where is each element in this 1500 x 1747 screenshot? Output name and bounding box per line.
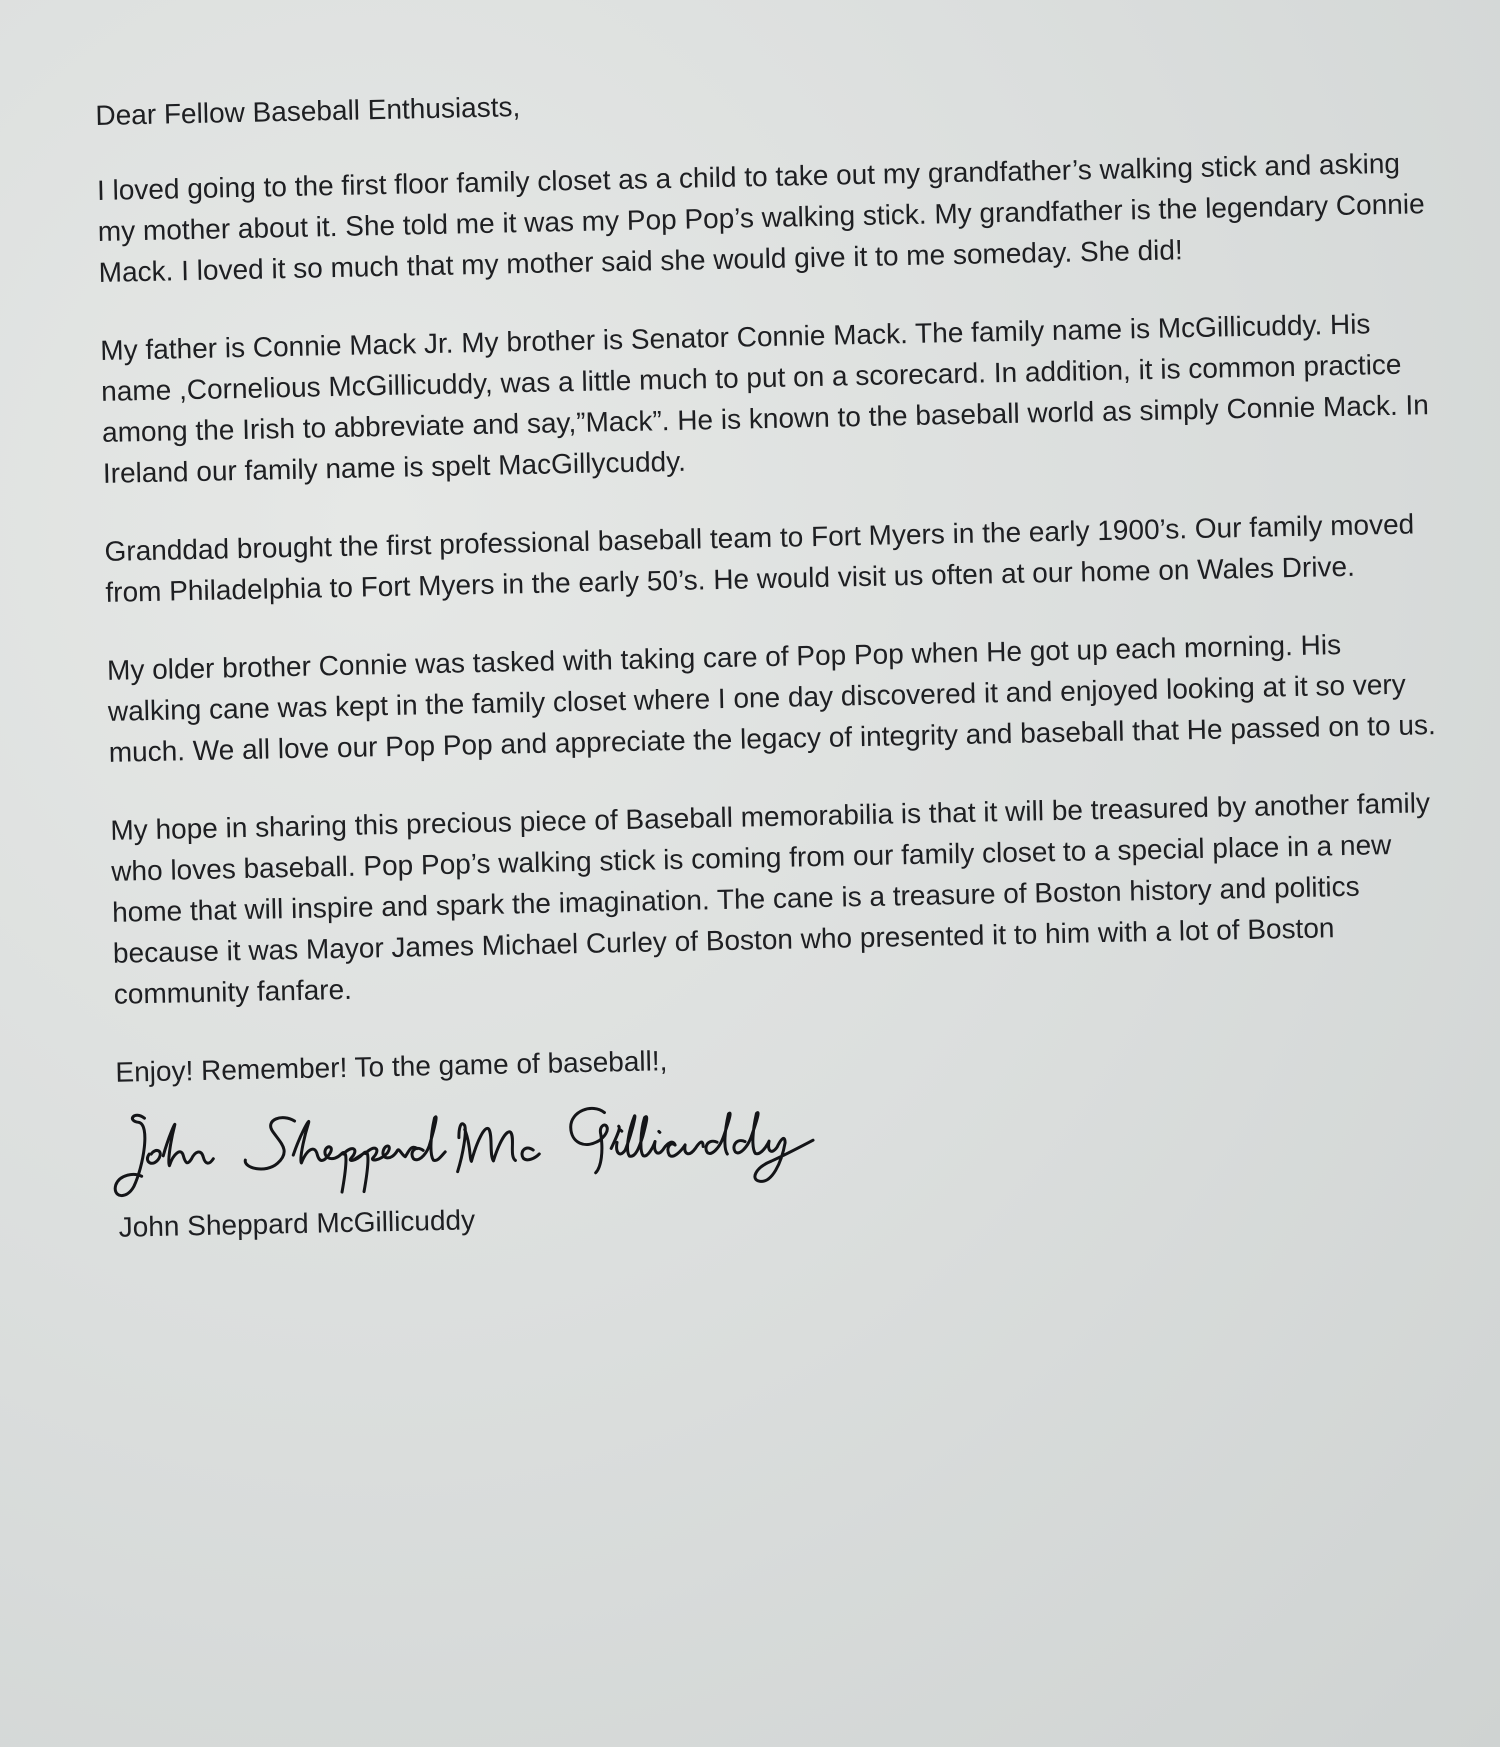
letter-body — [95, 67, 1449, 1248]
closing-line: Enjoy! Remember! To the game of baseball!, — [115, 1045, 668, 1088]
printed-name: John Sheppard McGillicuddy — [118, 1204, 476, 1243]
paragraph-walking-stick: I loved going to the first floor family closet as a child to take out my grandfather’s walking stick and asking my mother about it. She told me it was my Pop Pop’s walking stick. My grandfather is the legendary Connie Mack. I loved it so much that my mother said she would give it to me someday. She did! — [96, 147, 1425, 288]
paragraph-memorabilia: My hope in sharing this precious piece of Baseball memorabilia is that it will be treasured by another family who loves baseball. Pop Pop’s walking stick is coming from our family closet to a special place in a new home that will inspire and spark the imagination. The cane is a treasure of Boston history and politics because it was Mayor James Michael Curley of Boston who presented it to him with a lot of Boston community fanfare. — [110, 787, 1431, 1010]
salutation: Dear Fellow Baseball Enthusiasts, — [95, 91, 521, 131]
paragraph-older-brother: My older brother Connie was tasked with taking care of Pop Pop when He got up each morning. His walking cane was kept in the family closet where I one day discovered it and enjoyed looking at it so very much. We all love our Pop Pop and appreciate the legacy of integrity and baseball that He passed on to us. — [106, 629, 1437, 768]
paragraph-fort-myers: Granddad brought the first professional baseball team to Fort Myers in the early 1900’s. Our family moved from Philadelphia to Fort Myers in the early 50’s. He would visit us often at our home on Wales Drive. — [104, 508, 1415, 608]
handwritten-signature — [104, 1082, 826, 1207]
paragraph-family-name: My father is Connie Mack Jr. My brother is Senator Connie Mack. The family name is McGillicuddy. His name ,Cornelious McGillicuddy, was a little much to put on a scorecard. In addition, it is common practice among the Irish to abbreviate and say,”Mack”. He is known to the baseball world as simply Connie Mack. In Ireland our family name is spelt MacGillycuddy. — [100, 308, 1430, 489]
